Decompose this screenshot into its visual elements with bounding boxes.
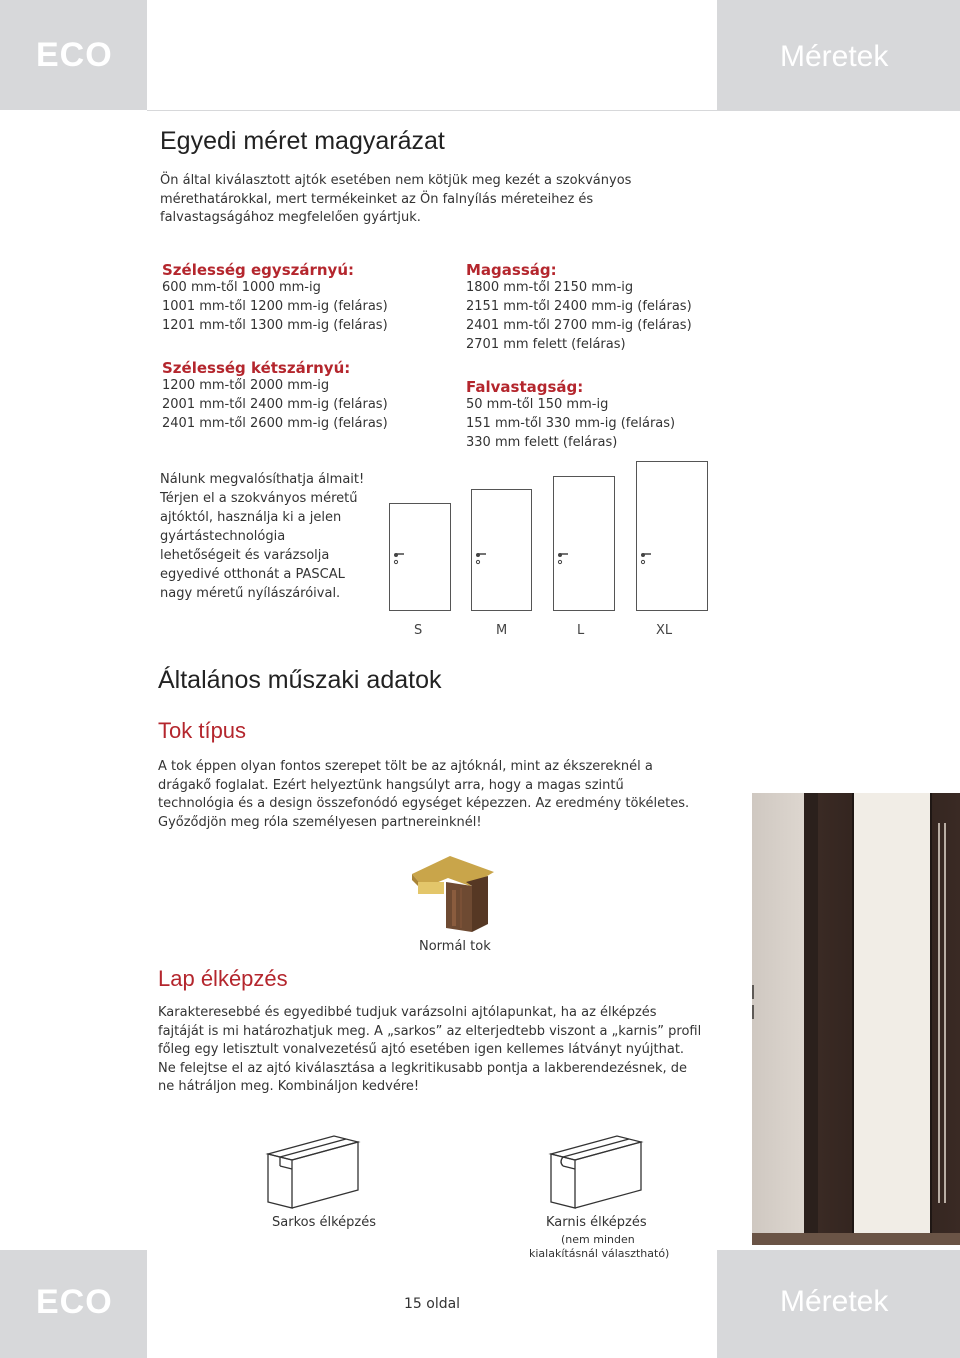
door-photo-glass: [852, 793, 932, 1233]
wall-socket-icon: [752, 985, 754, 999]
floor: [752, 1233, 960, 1245]
dream-text-line: Nálunk megvalósíthatja álmait!: [160, 472, 365, 487]
dream-text-line: lehetőségeit és varázsolja: [160, 548, 330, 563]
wall-heading: Falvastagság:: [466, 378, 584, 396]
door-size-l: [553, 476, 615, 611]
width-single-line: 1201 mm-től 1300 mm-ig (feláras): [162, 318, 388, 333]
normal-tok-caption: Normál tok: [419, 939, 491, 954]
dream-text-line: ajtóktól, használja ki a jelen: [160, 510, 342, 525]
intro-text: Ön által kiválasztott ajtók esetében nem kötjük meg kezét a szokványos mérethatárokkal, mert termékeinket az Ön falnyílás méreteihez és falvastagságához megfelelően gyártjuk.: [160, 173, 632, 225]
wall-socket-icon: [752, 1005, 754, 1019]
footer-meretek-label: Méretek: [780, 1285, 889, 1318]
dream-text-line: nagy méretű nyílászáróival.: [160, 586, 341, 601]
width-double-line: 1200 mm-től 2000 mm-ig: [162, 378, 330, 393]
height-line: 2701 mm felett (feláras): [466, 337, 626, 352]
door-handle-icon: [475, 552, 489, 566]
door-size-m: [471, 489, 532, 611]
tok-text: A tok éppen olyan fontos szerepet tölt be az ajtóknál, mint az ékszereknél a drágakő foglalat. Ezért helyeztünk hangsúlyt arra, hogy a magas szintű technológia és a design összefonódó egységet képezzen. Az eredmény tökéletes. Győződjön meg róla személyesen partnereinknél!: [158, 759, 690, 830]
height-line: 2151 mm-től 2400 mm-ig (feláras): [466, 299, 692, 314]
height-heading: Magasság:: [466, 261, 557, 279]
lap-text: Karakteresebbé és egyedibbé tudjuk varázsolni ajtólapunkat, ha az élképzés fajtáját is mi határozhatjuk meg. A „sarkos” az elterjedtebb viszont a „karnis” profil főleg egy letisztult vonalvezetésű ajtó esetében igen kellemes látványt nyújthat. Ne felejtse el az ajtó kiválasztása a legkritikusabb pontja a lakberendezésnek, de ne hátráljon meg. Kombináljon kedvére!: [158, 1005, 702, 1094]
section-title: Egyedi méret magyarázat: [160, 127, 445, 155]
size-label-xl: XL: [656, 623, 673, 638]
dream-text-line: egyedivé otthonát a PASCAL: [160, 567, 345, 582]
dream-text-line: gyártástechnológia: [160, 529, 286, 544]
door-handle-icon: [640, 552, 654, 566]
lap-heading: Lap élképzés: [158, 966, 288, 991]
height-line: 2401 mm-től 2700 mm-ig (feláras): [466, 318, 692, 333]
page-number: 15 oldal: [404, 1296, 461, 1312]
width-single-heading: Szélesség egyszárnyú:: [162, 261, 355, 279]
header-eco-label: ECO: [36, 36, 113, 74]
size-label-l: L: [577, 623, 585, 638]
sarkos-profile-diagram: [262, 1132, 362, 1212]
wall-line: 330 mm felett (feláras): [466, 435, 618, 450]
wall-line: 151 mm-től 330 mm-ig (feláras): [466, 416, 676, 431]
karnis-note: kialakításnál választható): [529, 1247, 670, 1260]
width-single-line: 600 mm-től 1000 mm-ig: [162, 280, 321, 295]
door-photo: [752, 793, 960, 1245]
height-line: 1800 mm-től 2150 mm-ig: [466, 280, 634, 295]
door-frame-image: [410, 852, 496, 934]
size-label-m: M: [496, 623, 508, 638]
door-size-xl: [636, 461, 708, 611]
width-double-line: 2001 mm-től 2400 mm-ig (feláras): [162, 397, 388, 412]
door-photo-stripe: [938, 823, 940, 1203]
wall-line: 50 mm-től 150 mm-ig: [466, 397, 609, 412]
width-double-line: 2401 mm-től 2600 mm-ig (feláras): [162, 416, 388, 431]
karnis-note: (nem minden: [561, 1233, 635, 1246]
footer-eco-label: ECO: [36, 1283, 113, 1321]
karnis-profile-diagram: [545, 1132, 645, 1212]
width-double-heading: Szélesség kétszárnyú:: [162, 359, 351, 377]
door-handle-icon: [557, 552, 571, 566]
karnis-caption: Karnis élképzés: [546, 1215, 647, 1230]
size-label-s: S: [414, 623, 423, 638]
door-photo-stripe: [944, 823, 946, 1203]
dream-text-line: Térjen el a szokványos méretű: [160, 491, 358, 506]
tok-heading: Tok típus: [158, 718, 247, 743]
header-meretek-label: Méretek: [780, 40, 889, 73]
door-handle-icon: [393, 552, 407, 566]
header-rule: [147, 110, 960, 111]
sarkos-caption: Sarkos élképzés: [272, 1215, 377, 1230]
technical-data-title: Általános műszaki adatok: [158, 666, 442, 694]
width-single-line: 1001 mm-től 1200 mm-ig (feláras): [162, 299, 388, 314]
